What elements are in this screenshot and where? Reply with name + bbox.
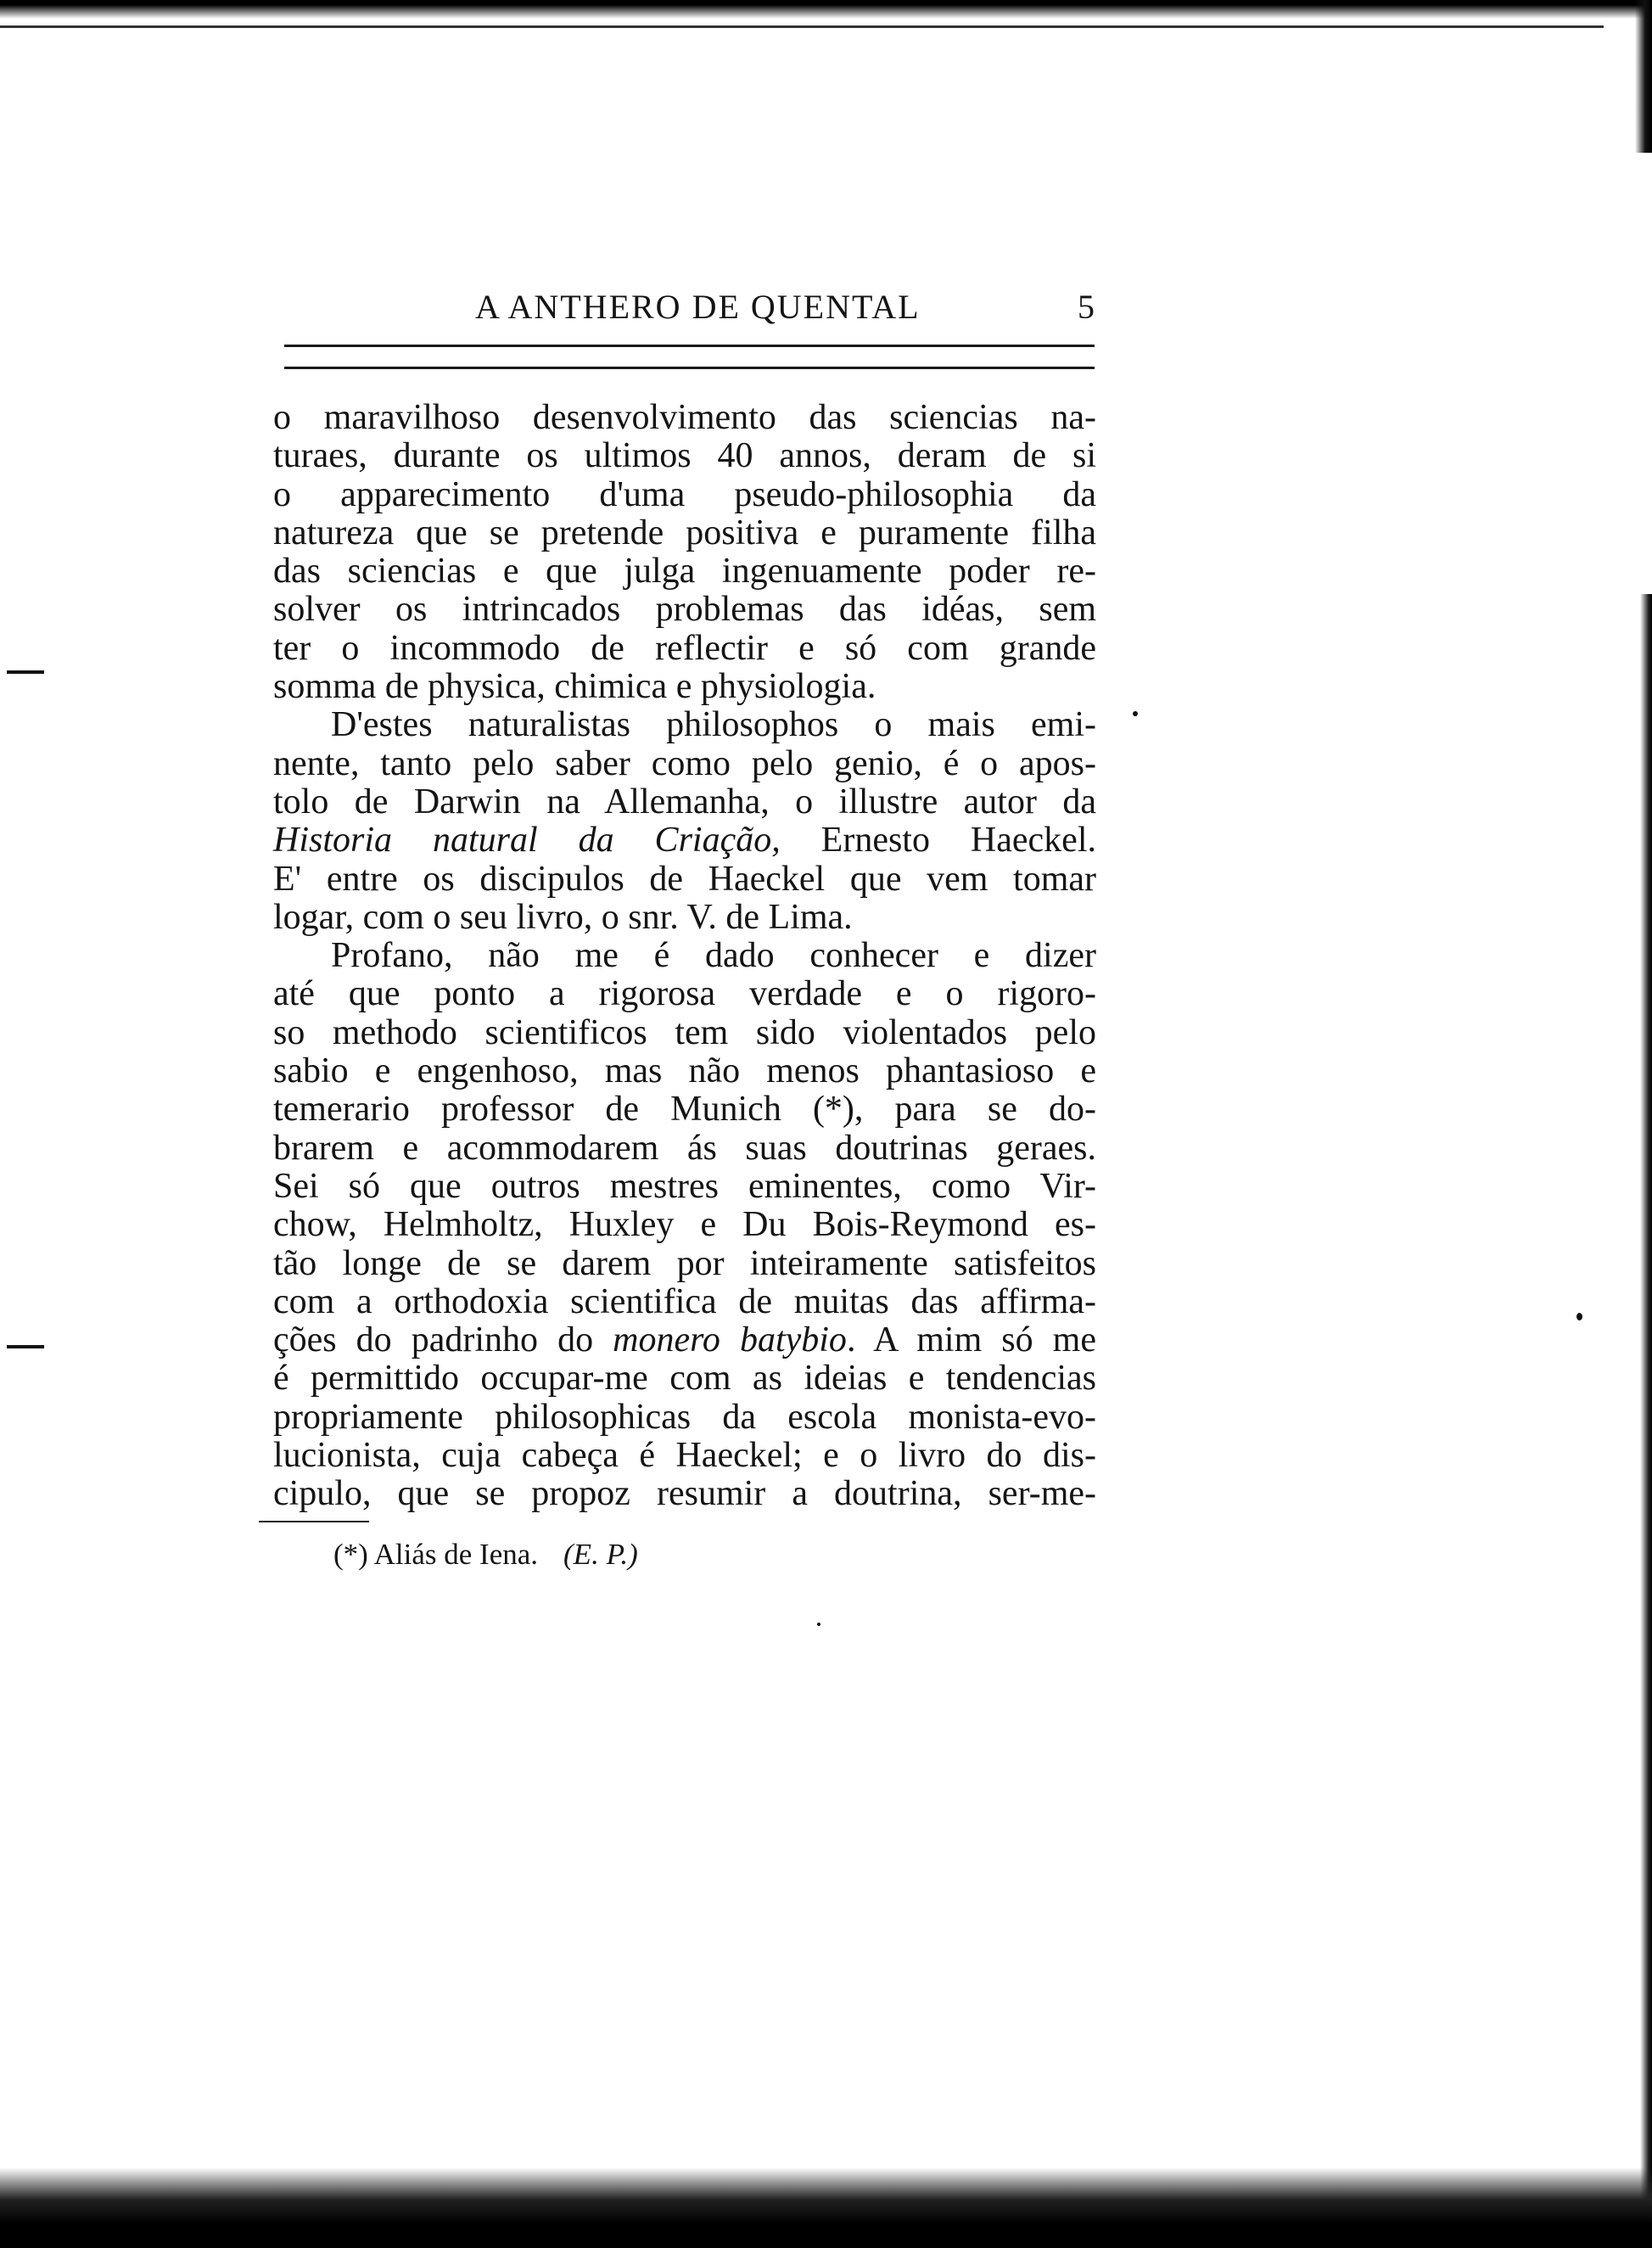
text-line: temerario professor de Munich (*), para se do-: [273, 1090, 1096, 1130]
scan-edge-line: [0, 25, 1604, 28]
text-line: cipulo, que se propoz resumir a doutrina, ser-me-: [273, 1474, 1096, 1514]
footnote-text: (*) Aliás de Iena.: [333, 1538, 539, 1571]
text-line: brarem e acommodarem ás suas doutrinas geraes.: [273, 1128, 1096, 1168]
text-line: sabio e engenhoso, mas não menos phantasioso e: [273, 1051, 1096, 1091]
scan-edge-top: [0, 0, 1652, 19]
text-line: propriamente philosophicas da escola monista-evo-: [273, 1397, 1096, 1437]
text-line: logar, com o seu livro, o snr. V. de Lima.: [273, 897, 853, 937]
text-line: nente, tanto pelo saber como pelo genio, é o apos-: [273, 743, 1096, 783]
text-line: das sciencias e que julga ingenuamente poder re-: [273, 552, 1096, 591]
scan-mark-left-lower: [7, 1345, 44, 1348]
text-line: é permittido occupar-me com as ideias e tendencias: [273, 1359, 1096, 1399]
text-line: Profano, não me é dado conhecer e dizer: [331, 936, 1096, 976]
text-line: E' entre os discipulos de Haeckel que vem tomar: [273, 859, 1096, 899]
text-line: lucionista, cuja cabeça é Haeckel; e o livro do dis-: [273, 1436, 1096, 1476]
text-line: chow, Helmholtz, Huxley e Du Bois-Reymond es-: [273, 1205, 1096, 1245]
italic-term: monero batybio: [613, 1320, 847, 1360]
text-line: tolo de Darwin na Allemanha, o illustre autor da: [273, 782, 1096, 821]
text-line: tão longe de se darem por inteiramente satisfeitos: [273, 1243, 1096, 1283]
page-number: 5: [1078, 288, 1095, 326]
scan-speck: [1576, 1313, 1582, 1320]
scan-speck: [1133, 711, 1138, 716]
text-line: turaes, durante os ultimos 40 annos, deram de si: [273, 436, 1096, 476]
scan-speck: [817, 1623, 820, 1626]
text-fragment: ções do padrinho do: [273, 1320, 613, 1360]
footnote-signature: (E. P.): [563, 1538, 638, 1571]
scan-mark-left: [7, 670, 44, 674]
header-rule-double: [284, 367, 1095, 369]
text-line: so methodo scientificos tem sido violentados pelo: [273, 1012, 1096, 1052]
text-line: o apparecimento d'uma pseudo-philosophia da: [273, 474, 1096, 514]
running-head-title: A ANTHERO DE QUENTAL: [475, 288, 921, 326]
scan-edge-right-lower: [1640, 594, 1652, 2206]
header-rule: [284, 345, 1095, 347]
footnote: [333, 1538, 638, 1572]
text-line: até que ponto a rigorosa verdade e o rigoro-: [273, 974, 1096, 1014]
scan-edge-bottom: [0, 2167, 1652, 2248]
text-line: somma de physica, chimica e physiologia.: [273, 667, 876, 707]
paragraph-2: [273, 706, 1096, 937]
text-line: D'estes naturalistas philosophos o mais emi-: [331, 705, 1096, 745]
text-line-with-italic: [273, 1321, 1096, 1359]
paragraph-1: [273, 399, 1096, 706]
text-line: solver os intrincados problemas das idéas, sem: [273, 590, 1096, 630]
body-text: [273, 399, 1096, 1514]
text-line: Sei só que outros mestres eminentes, como Vir-: [273, 1166, 1096, 1206]
text-line: natureza que se pretende positiva e puramente filha: [273, 513, 1096, 552]
text-line: ter o incommodo de reflectir e só com grande: [273, 628, 1096, 668]
book-title: Historia natural da Criação,: [273, 821, 781, 861]
text-line: com a orthodoxia scientifica de muitas das affirma-: [273, 1281, 1096, 1321]
text-fragment: . A mim só me: [846, 1320, 1096, 1360]
text-line-with-title: [273, 821, 1096, 860]
text-line-rest: Ernesto Haeckel.: [780, 821, 1096, 861]
scan-edge-right: [1635, 0, 1652, 153]
text-line: o maravilhoso desenvolvimento das sciencias na-: [273, 398, 1096, 437]
footnote-rule: [259, 1521, 369, 1522]
running-head: [280, 280, 1095, 331]
paragraph-3: [273, 937, 1096, 1513]
